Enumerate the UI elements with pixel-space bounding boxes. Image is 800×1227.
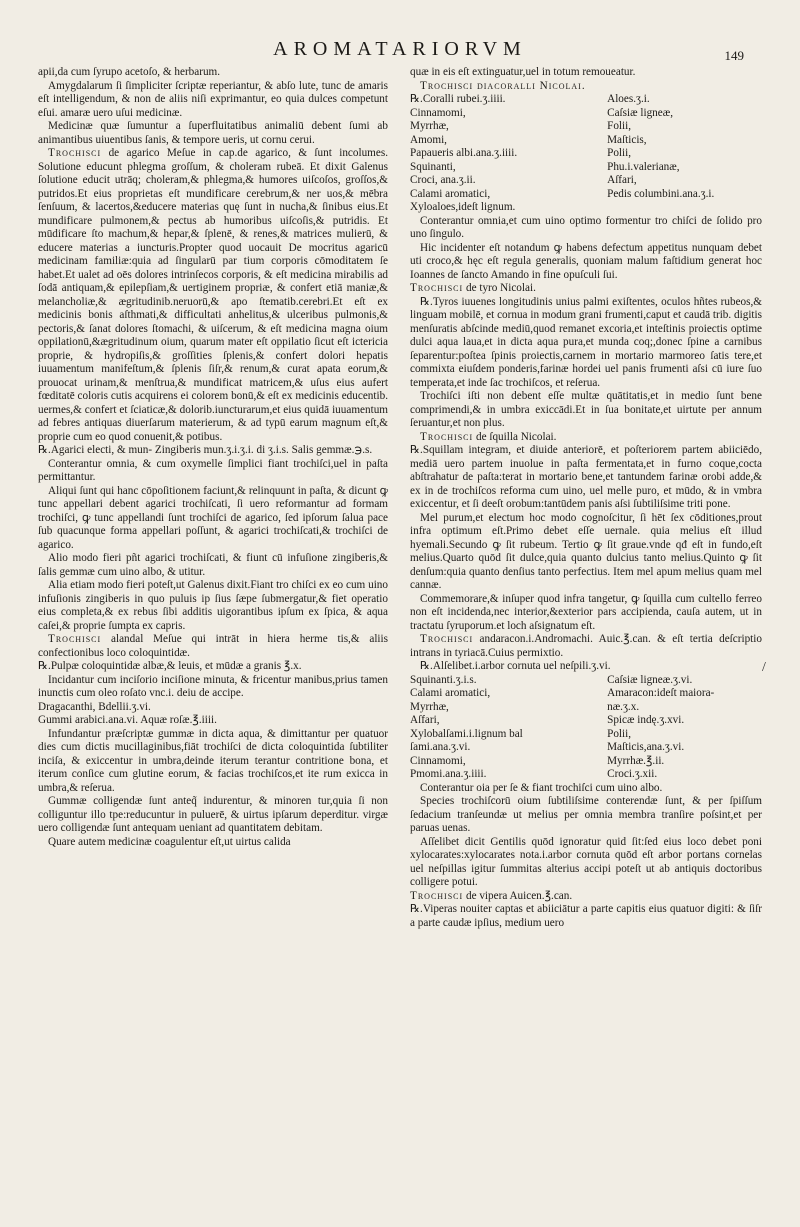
ingredient-cell: Polii,: [607, 147, 632, 159]
ingredient-cell: Maſticis,ana.ʒ.vi.: [607, 741, 685, 753]
ingredient-cell: Cinnamomi,: [410, 106, 466, 119]
ingredient-cell: Caſsiæ ligneæ,: [607, 106, 673, 119]
ingredient-cell: Myrrhæ,: [410, 120, 449, 132]
paragraph: Aliqui ſunt qui hanc cōpoſitionem faciunt,& relinquunt in paſta, & dicunt ꝙ tunc appellari debent agarici trochiſcati, ſi uero reformantur ad formam trochiſci, ꝙ tunc appellandi ſunt trochiſci de agarico, ſed ipſorum ſalua pace ſub quacunque forma appellari poſſunt, & agarici trochiſcati,& trochiſci de agarico.: [38, 484, 388, 551]
heading-word: Trochisci: [420, 430, 474, 443]
ingredient-row: [410, 161, 762, 175]
ingredient-cell: Myrrhæ.℥.ii.: [607, 754, 665, 767]
ingredient-cell: Amomi,: [410, 133, 447, 146]
paragraph: Trochisci alandal Meſue qui intrāt in hiera herme tis,& aliis confectionibus loco coloquintidæ.: [38, 633, 388, 659]
ingredient-cell: Calami aromatici,: [410, 687, 491, 699]
ingredient-row: [410, 120, 762, 134]
ingredient-row: [410, 134, 762, 148]
paragraph: Aſſelibet dicit Gentilis quōd ignoratur quid ſit:ſed eius loco debet poni xylocarates:xylocarates nota.i.arbor cornuta quōd eſt arbor portans cornelas uel neſpillas igitur ſummitas alterius accipi poteſt ut ab antiquis doctoribus colligere potui.: [410, 835, 762, 888]
right-text-block: [410, 215, 762, 674]
running-head: AROMATARIORVM: [273, 38, 527, 60]
paragraph: Mel purum,et electum hoc modo cognoſcitur, ſi hēt ſex cōditiones,prout infra optimum eſt.Primo debet eſſe uernale. quia melius eſt illud hyemali.Secundo ꝙ ſit rubeum. Tertio ꝙ ſit graue.vnde qđ eſt in fundo,eſt melius.Quarto quōd ſit dulce,quia quanto dulcius tanto melius.Quinto ꝙ ſit denſum:quia quanto denſius tanto perfectius. Item mel apum melius quam mel cannæ.: [410, 511, 762, 591]
paragraph: Alia etiam modo fieri poteſt,ut Galenus dixit.Fiant tro chiſci ex eo cum uino infuſionis zingiberis in quo puluis ip ſius ſæpe ſubmergatur,& fiet operatio eius completa,& ex rebus ſibi additis uigorantibus ipſum ex ſpica, & aqua caſei,& proprie ſumpta ex capris.: [38, 579, 388, 632]
ingredient-cell: Caſsiæ ligneæ.ʒ.vi.: [607, 673, 693, 686]
paragraph: ℞.Agarici electi, & mun- Zingiberis mun.ʒ.i.ʒ.i. di ʒ.i.s. Salis gemmæ.℈.s.: [38, 444, 373, 456]
right-column: [410, 66, 762, 930]
paragraph: Trochisci de agarico Meſue in cap.de agarico, & ſunt incolumes. Solutione educunt phlegma groſſum, & choleram rubeā. Et dixit Galenus ſolutione educit utrāq; choleram,& phlegma,& humores uiſcoſos, groſſos,& putridos.Et eius proprietas eſt mundificare cerebrum,& ner uos,& mēbra ſenſuum, & lacertos,&educere materias quę ſunt in nucha,& ſinibus eius.Et mundificare pulmonem,& pectus ab humoribus uiſcoſis,& putridis. Et mūdificare ſto machum,& hepar,& ſplenē, & renes,& matrices mulierū, & educere materias a iuncturis.Propter quod uocauit De mocritus agaricū medicinam familiæ:quia ad ſingularū par tium corporis cōmoditatem ſe habet.Et ualet ad oēs dolores intrinſecos corporis, & eſt medicina mirabilis ad ſodā antiquam,& epilepſiam,& uertiginem propriæ, & confert etiā maniæ,& melancholiæ,& ægritudinib.neruorū,& apo ſtematib.cerebri.Et eſt ex medicinis bonis aſthmati,& difficultati anhelitus,& ulceribus pulmonis,& pectoris,& ſanat dolores ſtomachi, & uiſcerum, & eſt medicina magna oium oppilationū,&ægritudinum oium, quarum mater eſt oppilatio ſicut eſt ictericia proprie, & hydropiſis,& groſſities ſplenis,& confert dolori hepatis iuuamentum manifeſtum,& ſplenis ſiſr,& renum,& curat apata eorum,& prouocat urinam,& menſtrua,& mundificat matricem,& uſus eius aufert fœditatē coloris cutis acquirens ei colorem bonū,& eſt ex medicinis educentib. uermes,& confert et ſciaticæ,& dolorib.iuncturarum,et eius quidā iuuamentum ad febres antiquas diuerſarum materierum, & ad typū earum magnum eſt,& proprie cum eo quod conuenit,& potibus.: [38, 147, 388, 443]
paragraph: Conterantur omnia,et cum uino optimo formentur tro chiſci de ſolido pro uno ſingulo.: [410, 214, 762, 240]
ingredient-cell: ℞.Coralli rubei.ʒ.iiii.: [410, 93, 506, 105]
ingredient-cell: Spicæ indę.ʒ.xvi.: [607, 714, 685, 726]
ingredient-cell: Croci.ʒ.xii.: [607, 768, 658, 780]
ingredient-row: [410, 201, 762, 215]
paragraph: ℞.Squillam integram, et diuide anteriorē, et poſteriorem partem abiiciēdo, mediā uero partem inuolue in paſta fermentata,et in furno coque,cocta abſtrahatur de paſta:terat in mortario bene,et tantundem farinæ orobi adde,& ex in de trochiſcos reforma cum uino, uel melle puro, et mūdo, & in vmbra exiccentur, et ſi deeſt orobum:tantūdem panis aſsi ſubtiliſsime triti pone.: [410, 444, 762, 510]
ingredient-row: [410, 687, 762, 701]
margin-mark: /: [762, 660, 766, 675]
ingredient-row: [410, 107, 762, 121]
ingredient-cell: Xylobalſami.i.lignum bal: [410, 727, 523, 740]
section-heading: Trochisci diacoralli Nicolai.: [420, 79, 586, 92]
ingredient-row: [410, 714, 762, 728]
paragraph: Dragacanthi, Bdellii.ʒ.vi.: [38, 700, 151, 713]
ingredient-cell: Calami aromatici,: [410, 187, 491, 200]
heading-word: Trochisci: [48, 147, 102, 159]
ingredient-cell: Cinnamomi,: [410, 754, 466, 767]
ingredient-cell: Amaracon:ideſt maiora-: [607, 687, 715, 699]
ingredient-cell: Pedis columbini.ana.ʒ.i.: [607, 187, 715, 200]
ingredient-row: [410, 674, 762, 688]
heading-word: Trochisci: [410, 282, 464, 294]
ingredient-cell: Pmomi.ana.ʒ.iiii.: [410, 768, 487, 780]
ingredient-cell: Papaueris albi.ana.ʒ.iiii.: [410, 147, 518, 159]
ingredient-cell: Aſfari,: [607, 174, 637, 186]
paragraph: Medicinæ quæ ſumuntur a ſuperfluitatibus animaliū debent ſumi ab animantibus uiuentibus ſanis, & tempore ueris, ut cornu cerui.: [38, 120, 388, 146]
heading-word: Trochisci: [48, 633, 102, 645]
paragraph: Gummæ colligendæ ſunt anteq̃ indurentur, & minoren tur,quia ſi non colliguntur illo tpe:reducuntur in puluerē, & uirtus ipſarum deperditur. virgæ uero colligendæ ſunt antequam ueniant ad quantitatem debitam.: [38, 795, 388, 834]
ingredient-row: [410, 93, 762, 107]
paragraph: ℞.Tyros iuuenes longitudinis unius palmi exiſtentes, oculos hñtes rubeos,& linguam mobilē, et cornua in modum grani frumenti,caput et caudā trib. digitis menſuratis abſcinde mediū,quod remanet excoria,et inteſtinis proiectis optime dulci aqua laua,et in dicta aqua pura,et munda coq;,donec ſpine a carnibus ſeparentur:poſtea ſpinis proiectis,carnem in mortario marmoreo ſatis tere,et commixta eiuſdem ponderis,farinæ hordei uel panis frumenti aſsi cū iure ſuo temperata,et inde ſac trochiſcos, et reſerua.: [410, 295, 762, 389]
paragraph: apii,da cum ſyrupo acetoſo, & herbarum.: [38, 66, 221, 78]
paragraph: Conterantur oia per ſe & fiant trochiſci cum uino albo.: [420, 781, 663, 794]
paragraph: Quare autem medicinæ coagulentur eſt,ut uirtus calida: [48, 835, 291, 848]
paragraph: Trochisci de tyro Nicolai.: [410, 282, 536, 294]
paragraph: Incidantur cum inciſorio inciſione minuta, & fricentur manibus,prius tamen inunctis cum oleo roſato vnc.i. deiu de accipe.: [38, 673, 388, 699]
paragraph: ℞.Alſelibet.i.arbor cornuta uel neſpili.ʒ.vi.: [420, 660, 611, 672]
ingredient-cell: [607, 201, 762, 215]
ingredient-cell: Myrrhæ,: [410, 700, 449, 713]
ingredient-cell: Folii,: [607, 120, 632, 132]
ingredient-list: [410, 93, 762, 215]
right-text-block: [410, 782, 762, 931]
paragraph: Commemorare,& inſuper quod infra tangetur, ꝙ ſquilla cum cultello ferreo non eſt incidenda,nec interior,&exterior pars accipienda, cauſa autem, ut in tractatu ſyruporum.et loch aſsignatum eſt.: [410, 592, 762, 632]
paragraph: Species trochiſcorū oium ſubtiliſsime conterendæ ſunt, & per ſpiſſum ſedacium tranſeundæ ut melius per omnia membra tranſire poſsint,et per paruas uenas.: [410, 795, 762, 834]
paragraph: Trochisci andaracon.i.Andromachi. Auic.℥.can. & eſt tertia deſcriptio intrans in tyriacā.Cuius permixtio.: [410, 633, 762, 659]
paragraph: Alio modo fieri pñt agarici trochiſcati, & fiunt cū infuſione zingiberis,& ſalis gemmæ cum uino albo, & utitur.: [38, 552, 388, 578]
heading-word: Trochisci: [410, 889, 464, 902]
paragraph: quæ in eis eſt extinguatur,uel in totum remoueatur.: [410, 66, 636, 78]
ingredient-row: [410, 741, 762, 755]
paragraph: Amygdalarum ſi ſimpliciter ſcriptæ reperiantur, & abſo lute, tunc de amaris eſt intelligendum, & non de aliis niſi exprimantur, eo quia dulces competunt eſui. amaræ uero uſui medicinæ.: [38, 79, 388, 119]
paragraph: Infundantur præſcriptæ gummæ in dicta aqua, & dimittantur per quatuor dies cum dictis mucillaginibus,fiāt trochiſci de dicta coloquintida ſubtiliter inciſa, & exiccentur in umbra,deinde iterum terantur contritione bona, et iterum conſice cum glutine eorum, & facias trochiſcos,et ite rum exicca in umbra,& reſerua.: [38, 727, 388, 794]
ingredient-cell: Xyloaloes,ideſt lignum.: [410, 201, 516, 213]
ingredient-cell: Croci, ana.ʒ.ii.: [410, 174, 476, 186]
ingredient-row: [410, 188, 762, 202]
ingredient-cell: Aſfari,: [410, 714, 440, 726]
left-column: [38, 66, 388, 849]
paragraph: Trochiſci iſti non debent eſſe multæ quātitatis,et in medio ſunt bene comprimendi,& in umbra exiccādi.Et in ſua bonitate,et uirtute per annum ſeruantur,et non plus.: [410, 390, 762, 429]
paragraph: Trochisci de vipera Auicen.℥.can.: [410, 889, 573, 902]
heading-word: Trochisci: [420, 633, 474, 645]
paragraph: Conterantur omnia, & cum oxymelle ſimplici fiant trochiſci,uel in paſta permittantur.: [38, 457, 388, 483]
ingredient-row: [410, 147, 762, 161]
ingredient-row: [410, 701, 762, 715]
ingredient-cell: Squinanti,: [410, 160, 456, 173]
ingredient-row: [410, 768, 762, 782]
ingredient-row: [410, 755, 762, 769]
page-number: 149: [724, 48, 744, 63]
ingredient-row: [410, 174, 762, 188]
paragraph: ℞.Pulpæ coloquintidæ albæ,& leuis, et mūdæ a granis ℥.x.: [38, 660, 302, 672]
ingredient-cell: ſami.ana.ʒ.vi.: [410, 741, 471, 753]
ingredient-cell: Polii,: [607, 727, 632, 740]
paragraph: Gummi arabici.ana.vi. Aquæ roſæ.℥.iiii.: [38, 714, 217, 726]
ingredient-cell: Aloes.ʒ.i.: [607, 93, 650, 105]
ingredient-cell: Squinanti.ʒ.i.s.: [410, 673, 477, 686]
ingredient-row: [410, 728, 762, 742]
paragraph: Trochisci de ſquilla Nicolai.: [420, 430, 557, 443]
paragraph: ℞.Viperas nouiter captas et abiiciātur a parte capitis eius quatuor digiti: & ſiſr a parte caudæ ipſius, medium uero: [410, 903, 762, 929]
ingredient-list: [410, 674, 762, 782]
ingredient-cell: Phu.i.valerianæ,: [607, 160, 680, 173]
ingredient-cell: Maſticis,: [607, 133, 647, 146]
ingredient-cell: næ.ʒ.x.: [607, 700, 640, 713]
paragraph: Hic incidenter eſt notandum ꝙ habens defectum appetitus nunquam debet uti croco,& hęc eſt regula generalis, quoniam malum faſtidium generat hoc Ioannes de ſancto Amando in fine opuſculi ſui.: [410, 241, 762, 281]
